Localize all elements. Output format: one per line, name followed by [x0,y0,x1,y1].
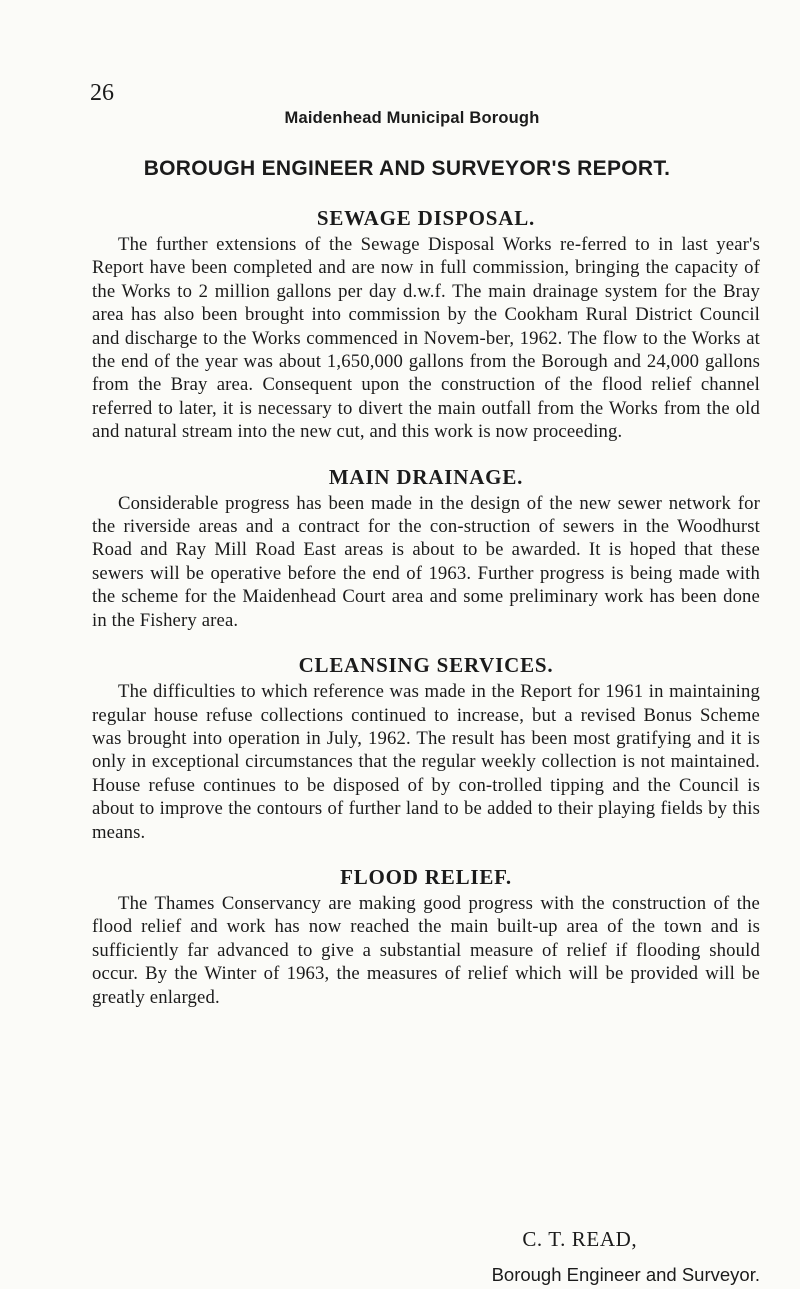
section-main-drainage [92,462,760,632]
signature-name: C. T. READ, [522,1227,638,1251]
section-body: Considerable progress has been made in the design of the new sewer network for the riverside areas and a contract for the con-struction of sewers in the Woodhurst Road and Ray Mill Road East areas is about to be awarded. It is hoped that these sewers will be operative before the end of 1963. Further progress is being made with the scheme for the Maidenhead Court area and some preliminary work has been done in the Fishery area. [92,492,760,631]
signature-role: Borough Engineer and Surveyor. [491,1264,760,1285]
section-cleansing-services [92,650,760,844]
section-heading: MAIN DRAINAGE. [328,464,524,489]
section-heading: SEWAGE DISPOSAL. [316,206,536,230]
section-heading: FLOOD RELIEF. [340,864,512,889]
section-sewage-disposal [92,203,760,444]
report-title: BOROUGH ENGINEER AND SURVEYOR'S REPORT. [143,157,671,180]
report-content [92,203,760,1009]
section-flood-relief [92,862,760,1009]
signature-block [492,1227,760,1286]
section-body: The further extensions of the Sewage Disposal Works re-ferred to in last year's Report have been completed and are now in full commission, bringing the capacity of the Works to 2 million gallons per day d.w.f. The main drainage system for the Bray area has also been brought into commission by the Cookham Rural District Council and discharge to the Works commenced in Novem-ber, 1962. The flow to the Works at the end of the year was about 1,650,000 gallons from the Borough and 24,000 gallons from the Bray area. Consequent upon the construction of the flood relief channel referred to later, it is necessary to divert the main outfall from the Works from the old and natural stream into the new cut, and this work is now proceeding. [92,234,760,443]
section-body: The Thames Conservancy are making good progress with the construction of the flood relief and work has now reached the main built-up area of the town and is sufficiently far advanced to give a substantial measure of relief if flooding should occur. By the Winter of 1963, the measures of relief which will be provided will be greatly enlarged. [92,892,760,1008]
section-body: The difficulties to which reference was made in the Report for 1961 in maintaining regular house refuse collections continued to increase, but a revised Bonus Scheme was brought into operation in July, 1962. The result has been most gratifying and it is only in exceptional circumstances that the regular weekly collection is not maintained. House refuse continues to be disposed of by con-trolled tipping and the Council is about to improve the contours of further land to be added to their playing fields by this means. [92,681,760,843]
section-heading: CLEANSING SERVICES. [298,653,554,678]
borough-name: Maidenhead Municipal Borough [284,109,540,127]
page-number: 26 [90,80,114,106]
